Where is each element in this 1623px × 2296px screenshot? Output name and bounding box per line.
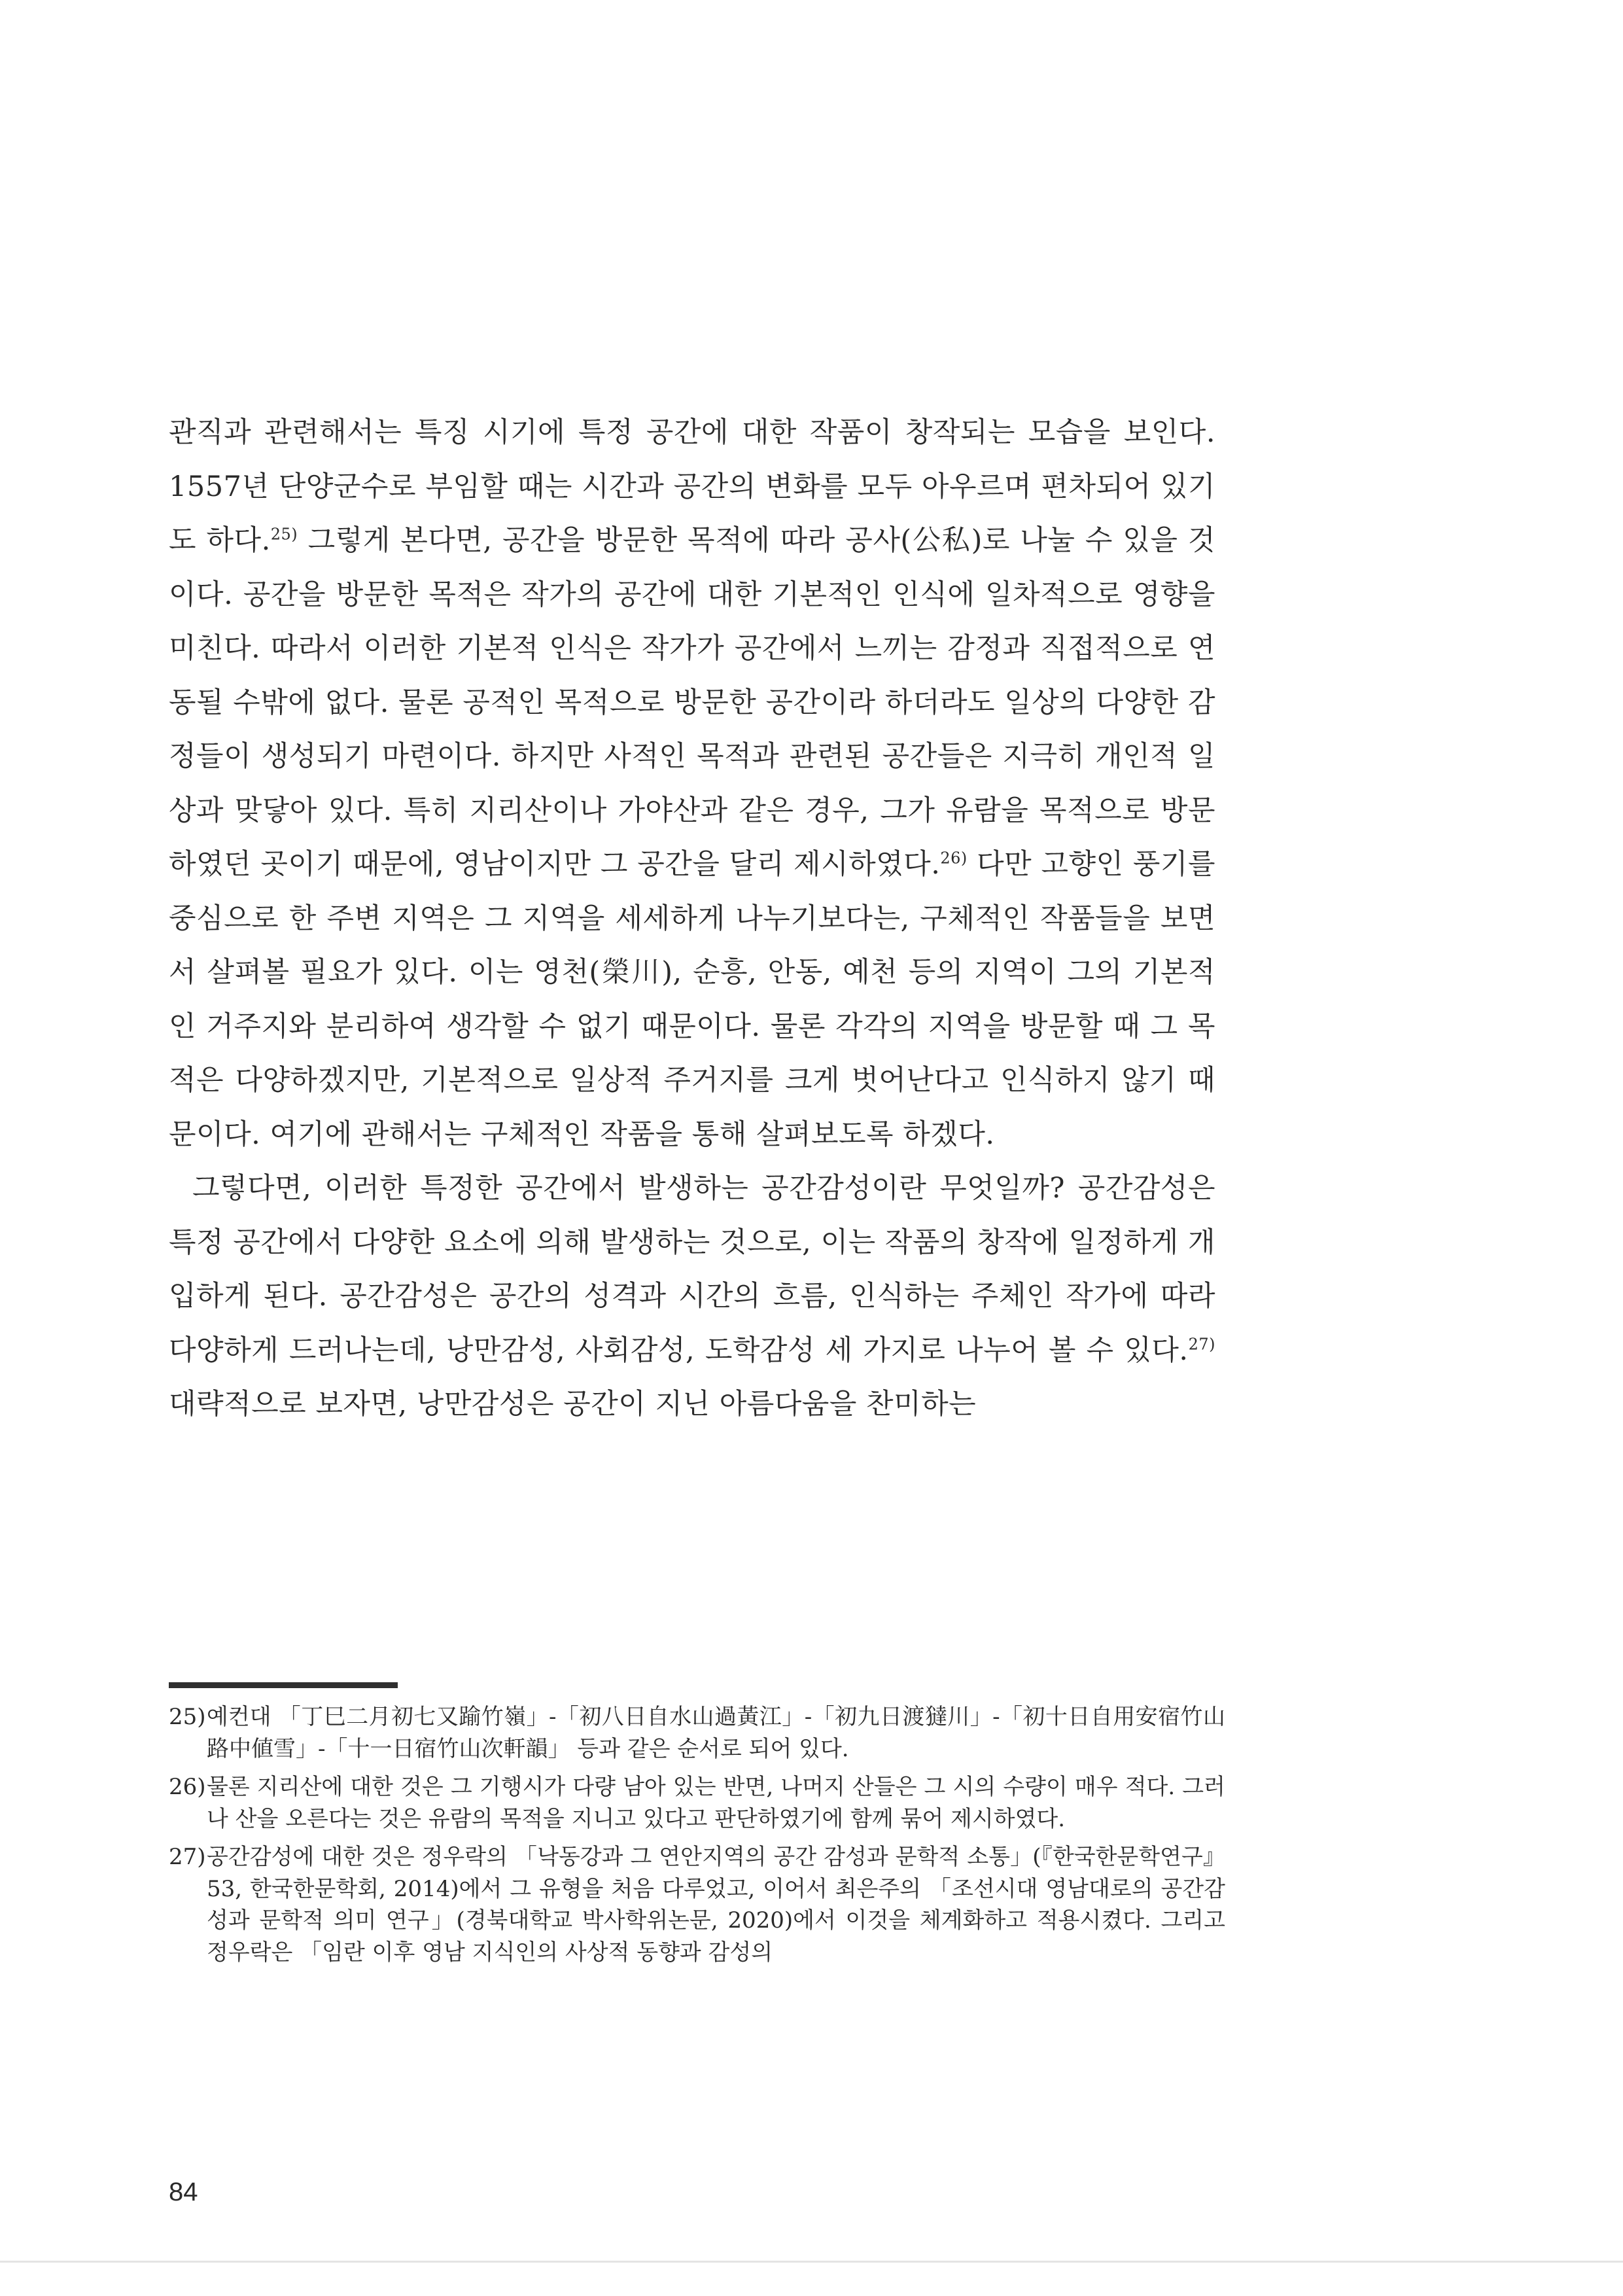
- footnote-ref-27: 27): [1188, 1335, 1215, 1354]
- footnote-26: [169, 1771, 1225, 1835]
- text-run: 그렇다면, 이러한 특정한 공간에서 발생하는 공간감성이란 무엇일까? 공간감성은 특정 공간에서 다양한 요소에 의해 발생하는 것으로, 이는 작품의 창작에 일정하게 개입하게 된다. 공간감성은 공간의 성격과 시간의 흐름, 인식하는 주체인 작가에 따라 다양하게 드러나는데, 낭만감성, 사회감성, 도학감성 세 가지로 나누어 볼 수 있다.: [169, 1172, 1215, 1367]
- text-run: 대략적으로 보자면, 낭만감성은 공간이 지닌 아름다움을 찬미하는: [169, 1388, 977, 1421]
- text-run: 다만 고향인 풍기를 중심으로 한 주변 지역은 그 지역을 세세하게 나누기보다는, 구체적인 작품들을 보면서 살펴볼 필요가 있다. 이는 영천(榮川), 순흥, 안동, 예천 등의 지역이 그의 기본적인 거주지와 분리하여 생각할 수 없기 때문이다. 물론 각각의 지역을 방문할 때 그 목적은 다양하겠지만, 기본적으로 일상적 주거지를 크게 벗어난다고 인식하지 않기 때문이다. 여기에 관해서는 구체적인 작품을 통해 살펴보도록 하겠다.: [169, 848, 1215, 1151]
- footnote-number: 27): [169, 1844, 206, 1870]
- page-number: 84: [169, 2178, 198, 2206]
- paragraph: [169, 1161, 1215, 1432]
- body-text: [169, 406, 1215, 1432]
- footnote-number: 25): [169, 1704, 206, 1730]
- footnote-25: [169, 1701, 1225, 1765]
- scan-edge-line: [0, 2261, 1623, 2263]
- footnote-ref-26: 26): [940, 849, 968, 868]
- text-run: 그렇게 본다면, 공간을 방문한 목적에 따라 공사(公私)로 나눌 수 있을 것이다. 공간을 방문한 목적은 작가의 공간에 대한 기본적인 인식에 일차적으로 영향을 미친다. 따라서 이러한 기본적 인식은 작가가 공간에서 느끼는 감정과 직접적으로 연동될 수밖에 없다. 물론 공적인 목적으로 방문한 공간이라 하더라도 일상의 다양한 감정들이 생성되기 마련이다. 하지만 사적인 목적과 관련된 공간들은 지극히 개인적 일상과 맞닿아 있다. 특히 지리산이나 가야산과 같은 경우, 그가 유람을 목적으로 방문하였던 곳이기 때문에, 영남이지만 그 공간을 달리 제시하였다.: [169, 524, 1216, 881]
- footnote-number: 26): [169, 1774, 206, 1800]
- paragraph: [169, 406, 1215, 1161]
- footnote-text: 물론 지리산에 대한 것은 그 기행시가 다량 남아 있는 반면, 나머지 산들은 그 시의 수량이 매우 적다. 그러나 산을 오른다는 것은 유람의 목적을 지니고 있다고 판단하였기에 함께 묶어 제시하였다.: [207, 1774, 1225, 1832]
- text-run: 관직과 관련해서는 특징 시기에 특정 공간에 대한 작품이 창작되는 모습을 보인다. 1557년 단양군수로 부임할 때는 시간과 공간의 변화를 모두 아우르며 편차되어 있기도 하다.: [169, 416, 1215, 557]
- footnote-divider: [169, 1682, 398, 1688]
- footnote-ref-25: 25): [270, 525, 298, 544]
- footnote-text: 공간감성에 대한 것은 정우락의 「낙동강과 그 연안지역의 공간 감성과 문학적 소통」(『한국한문학연구』 53, 한국한문학회, 2014)에서 그 유형을 처음 다루었고, 이어서 최은주의 「조선시대 영남대로의 공간감성과 문학적 의미 연구」(경북대학교 박사학위논문, 2020)에서 이것을 체계화하고 적용시켰다. 그리고 정우락은 「임란 이후 영남 지식인의 사상적 동향과 감성의: [207, 1844, 1225, 1966]
- footnotes: [169, 1701, 1225, 1975]
- footnote-27: [169, 1841, 1225, 1968]
- footnote-text: 예컨대 「丁巳二月初七又踰竹嶺」-「初八日自水山過黃江」-「初九日渡㺚川」-「初十日自用安宿竹山路中値雪」-「十一日宿竹山次軒韻」 등과 같은 순서로 되어 있다.: [207, 1704, 1225, 1762]
